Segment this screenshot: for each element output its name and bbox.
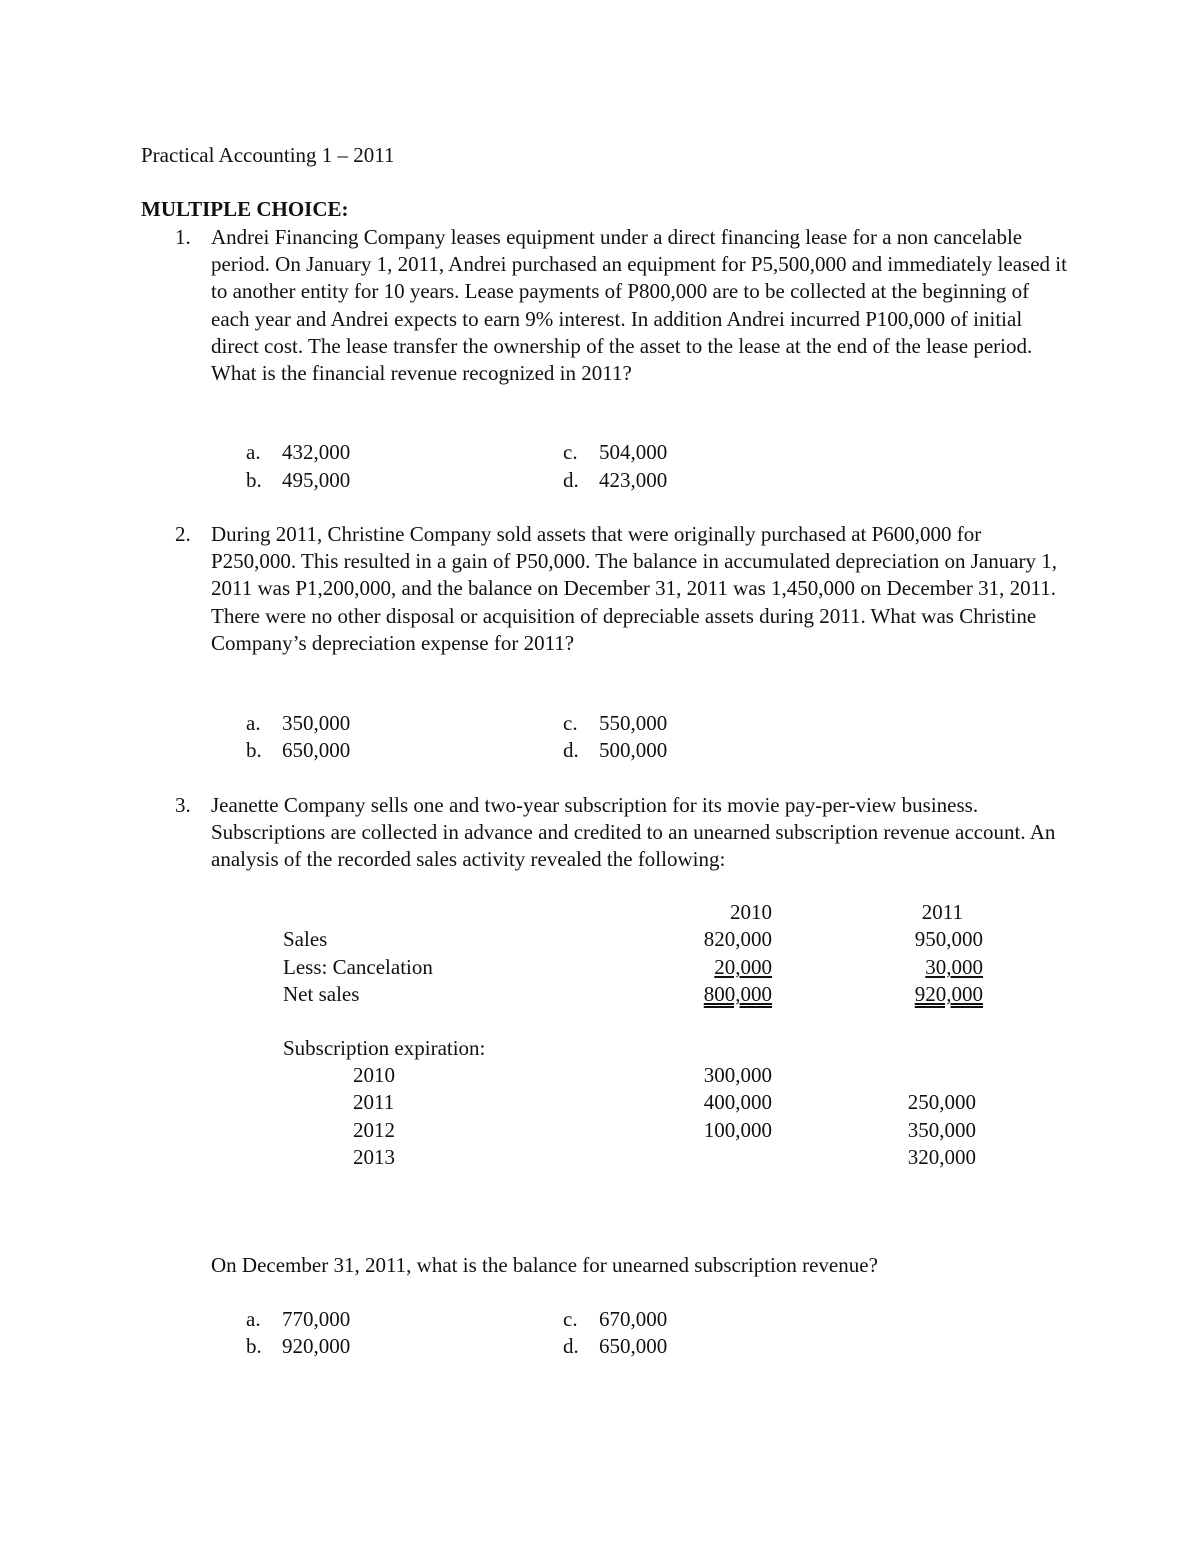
question-3-followup: On December 31, 2011, what is the balance for unearned subscription revenue? xyxy=(211,1253,878,1277)
section-heading: MULTIPLE CHOICE: xyxy=(141,197,349,221)
expiration-2011-col-2011: 250,000 xyxy=(907,1090,976,1114)
expiration-year-2010: 2010 xyxy=(353,1063,395,1087)
expiration-year-2013: 2013 xyxy=(353,1145,395,1169)
option-letter: b. xyxy=(246,738,262,762)
question-1-option-b[interactable] xyxy=(246,467,350,494)
row-label-sales: Sales xyxy=(283,927,328,951)
row-label-cancelation: Less: Cancelation xyxy=(283,955,433,979)
option-value: 650,000 xyxy=(282,738,351,762)
question-2-text: During 2011, Christine Company sold assets that were originally purchased at P600,000 for P250,000. This resulted in a gain of P50,000. The balance in accumulated depreciation on January 1, 2011 was P1,200,000, and the balance on December 31, 2011 was 1,450,000 on December 31, 2011. There were no other disposal or acquisition of depreciable assets during 2011. What was Christine Company’s depreciation expense for 2011? xyxy=(211,522,1058,655)
question-2-option-a[interactable] xyxy=(246,710,350,737)
question-3-option-c[interactable] xyxy=(563,1306,667,1333)
option-letter: d. xyxy=(563,738,579,762)
option-value: 495,000 xyxy=(282,468,351,492)
question-3-option-a[interactable] xyxy=(246,1306,350,1333)
question-1-option-a[interactable] xyxy=(246,439,350,466)
option-value: 770,000 xyxy=(282,1307,351,1331)
option-value: 650,000 xyxy=(599,1334,668,1358)
question-3-text: Jeanette Company sells one and two-year subscription for its movie pay-per-view business. Subscriptions are collected in advance and credited to an unearned subscription revenue account. An analysis of the recorded sales activity revealed the following: xyxy=(211,793,1056,872)
option-letter: a. xyxy=(246,711,261,735)
sales-2010: 820,000 xyxy=(703,927,772,951)
option-letter: d. xyxy=(563,468,579,492)
option-value: 920,000 xyxy=(282,1334,351,1358)
cancelation-2010 xyxy=(688,954,772,981)
expiration-year-2011: 2011 xyxy=(353,1090,395,1114)
net-sales-2011-value: 920,000 xyxy=(914,982,983,1006)
expiration-2013-col-2011: 320,000 xyxy=(907,1145,976,1169)
option-value: 500,000 xyxy=(599,738,668,762)
question-1-option-d[interactable] xyxy=(563,467,667,494)
column-header-2011: 2011 xyxy=(921,900,963,924)
option-letter: b. xyxy=(246,468,262,492)
option-letter: a. xyxy=(246,440,261,464)
option-letter: a. xyxy=(246,1307,261,1331)
option-value: 670,000 xyxy=(599,1307,668,1331)
option-letter: c. xyxy=(563,440,578,464)
question-3-number: 3. xyxy=(175,793,191,817)
expiration-label: Subscription expiration: xyxy=(283,1036,486,1060)
column-header-2010: 2010 xyxy=(730,900,772,924)
expiration-2011-col-2010: 400,000 xyxy=(703,1090,772,1114)
question-2-option-c[interactable] xyxy=(563,710,667,737)
expiration-2012-col-2010: 100,000 xyxy=(703,1118,772,1142)
question-2-number: 2. xyxy=(175,522,191,546)
option-value: 550,000 xyxy=(599,711,668,735)
expiration-2012-col-2011: 350,000 xyxy=(907,1118,976,1142)
option-value: 432,000 xyxy=(282,440,351,464)
document-title: Practical Accounting 1 – 2011 xyxy=(141,143,395,167)
net-sales-2010 xyxy=(622,981,772,1008)
sales-2011: 950,000 xyxy=(914,927,983,951)
cancelation-2011-value: 30,000 xyxy=(925,955,983,979)
cancelation-2011 xyxy=(909,954,983,981)
option-letter: c. xyxy=(563,711,578,735)
option-value: 423,000 xyxy=(599,468,668,492)
expiration-year-2012: 2012 xyxy=(353,1118,395,1142)
question-1-number: 1. xyxy=(175,225,191,249)
question-3-option-d[interactable] xyxy=(563,1333,667,1360)
question-2-option-d[interactable] xyxy=(563,737,667,764)
option-letter: d. xyxy=(563,1334,579,1358)
expiration-2010-col-2010: 300,000 xyxy=(703,1063,772,1087)
question-3-option-b[interactable] xyxy=(246,1333,350,1360)
question-2-option-b[interactable] xyxy=(246,737,350,764)
option-value: 350,000 xyxy=(282,711,351,735)
cancelation-2010-value: 20,000 xyxy=(714,955,772,979)
option-value: 504,000 xyxy=(599,440,668,464)
question-1-option-c[interactable] xyxy=(563,439,667,466)
net-sales-2010-value: 800,000 xyxy=(703,982,772,1006)
option-letter: c. xyxy=(563,1307,578,1331)
question-1-text: Andrei Financing Company leases equipment under a direct financing lease for a non cancelable period. On January 1, 2011, Andrei purchased an equipment for P5,500,000 and immediately leased it to another entity for 10 years. Lease payments of P800,000 are to be collected at the beginning of each year and Andrei expects to earn 9% interest. In addition Andrei incurred P100,000 of initial direct cost. The lease transfer the ownership of the asset to the lease at the end of the lease period. What is the financial revenue recognized in 2011? xyxy=(211,225,1067,386)
option-letter: b. xyxy=(246,1334,262,1358)
net-sales-2011 xyxy=(833,981,983,1008)
row-label-net-sales: Net sales xyxy=(283,982,360,1006)
